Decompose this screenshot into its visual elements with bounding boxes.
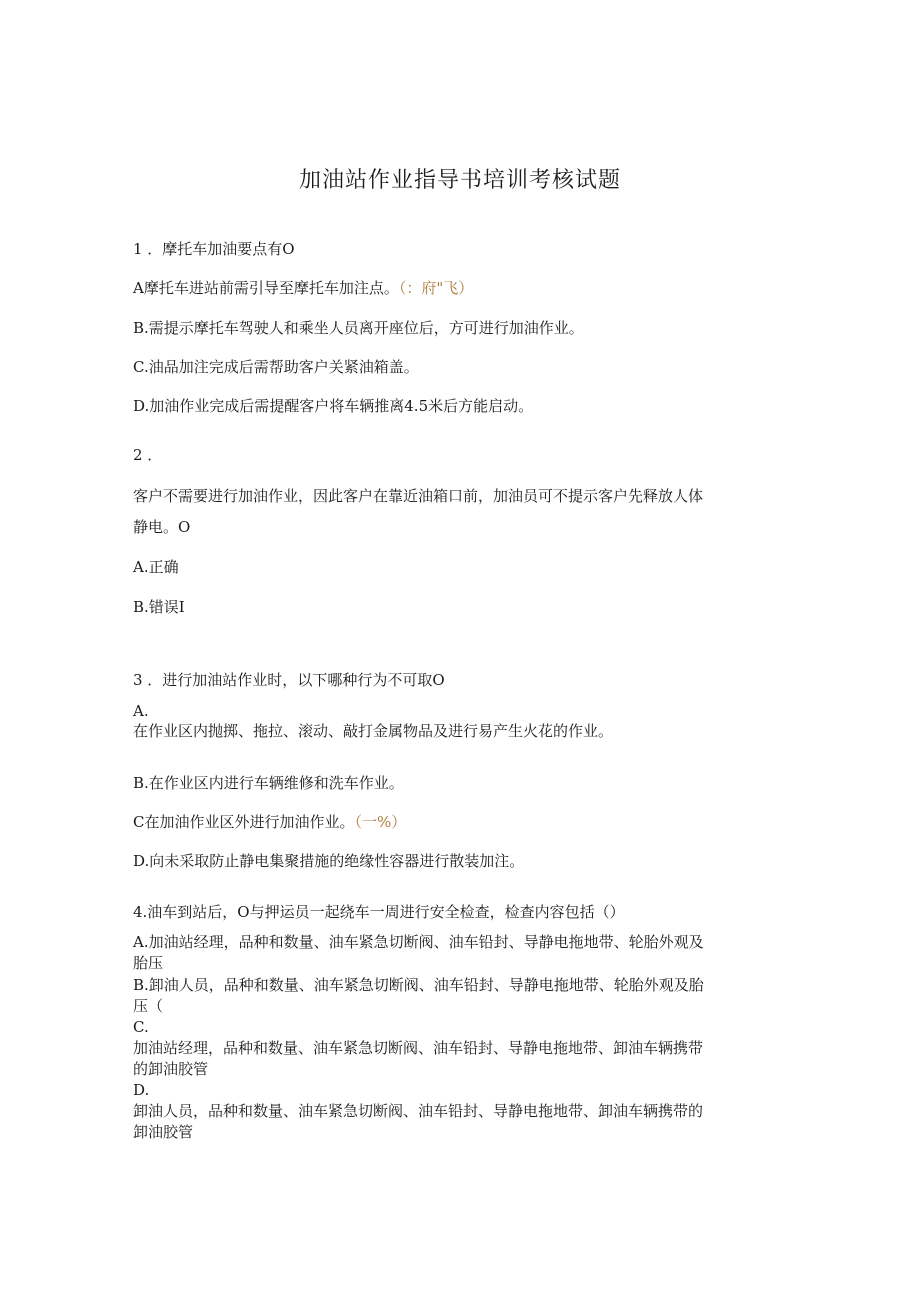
question-3-option-a: 在作业区内抛掷、拖拉、滚动、敲打金属物品及进行易产生火花的作业。 — [133, 722, 614, 740]
page-title: 加油站作业指导书培训考核试题 — [298, 168, 621, 193]
question-2-number: 2 ． — [133, 446, 163, 464]
question-4-option-a-line-2: 胎压 — [133, 954, 164, 972]
question-1-option-d: D.加油作业完成后需提醒客户将车辆推离4.5米后方能启动。 — [133, 397, 534, 415]
question-4-option-b-line-1: B.卸油人员，品种和数量、油车紧急切断阀、油车铅封、导静电拖地带、轮胎外观及胎 — [133, 976, 704, 994]
question-4-option-b-line-2: 压（ — [133, 997, 164, 1015]
question-4-option-d-line-2: 卸油胶管 — [133, 1123, 194, 1141]
question-4-option-d-label: D. — [133, 1081, 150, 1099]
question-4-option-c-line-1: 加油站经理，品种和数量、油车紧急切断阀、油车铅封、导静电拖地带、卸油车辆携带 — [133, 1039, 704, 1057]
question-1-option-c: C.油品加注完成后需帮助客户关紧油箱盖。 — [133, 358, 419, 376]
handwritten-note: （：府"飞） — [398, 279, 474, 297]
question-4-option-c-label: C. — [133, 1018, 149, 1036]
option-a-text: A摩托车进站前需引导至摩托车加注点。 — [133, 279, 399, 297]
question-2-option-b: B.错误I — [133, 598, 185, 616]
question-3-stem: 3 ．进行加油站作业时，以下哪种行为不可取O — [133, 671, 445, 689]
question-3-option-c — [133, 812, 406, 832]
question-1-stem: 1 ．摩托车加油要点有O — [133, 240, 295, 258]
question-4-option-d-line-1: 卸油人员，品种和数量、油车紧急切断阀、油车铅封、导静电拖地带、卸油车辆携带的 — [133, 1102, 704, 1120]
handwritten-note: （一%） — [354, 813, 407, 831]
question-3-option-a-label: A. — [133, 702, 149, 720]
question-2-stem-line-1: 客户不需要进行加油作业，因此客户在靠近油箱口前，加油员可不提示客户先释放人体 — [133, 487, 704, 505]
option-c-text: C在加油作业区外进行加油作业。 — [133, 813, 355, 831]
question-1-option-a — [133, 278, 473, 298]
question-3-option-d: D.向未采取防止静电集聚措施的绝缘性容器进行散装加注。 — [133, 852, 525, 870]
question-2-option-a: A.正确 — [133, 558, 179, 576]
question-3-option-b: B.在作业区内进行车辆维修和洗车作业。 — [133, 774, 404, 792]
question-2-stem-line-2: 静电。O — [133, 518, 191, 536]
question-4-stem: 4.油车到站后，O与押运员一起绕车一周进行安全检查，检查内容包括（） — [133, 903, 625, 921]
question-4-option-a-line-1: A.加油站经理，品种和数量、油车紧急切断阀、油车铅封、导静电拖地带、轮胎外观及 — [133, 933, 704, 951]
question-1-option-b: B.需提示摩托车驾驶人和乘坐人员离开座位后，方可进行加油作业。 — [133, 319, 584, 337]
question-4-option-c-line-2: 的卸油胶管 — [133, 1060, 209, 1078]
